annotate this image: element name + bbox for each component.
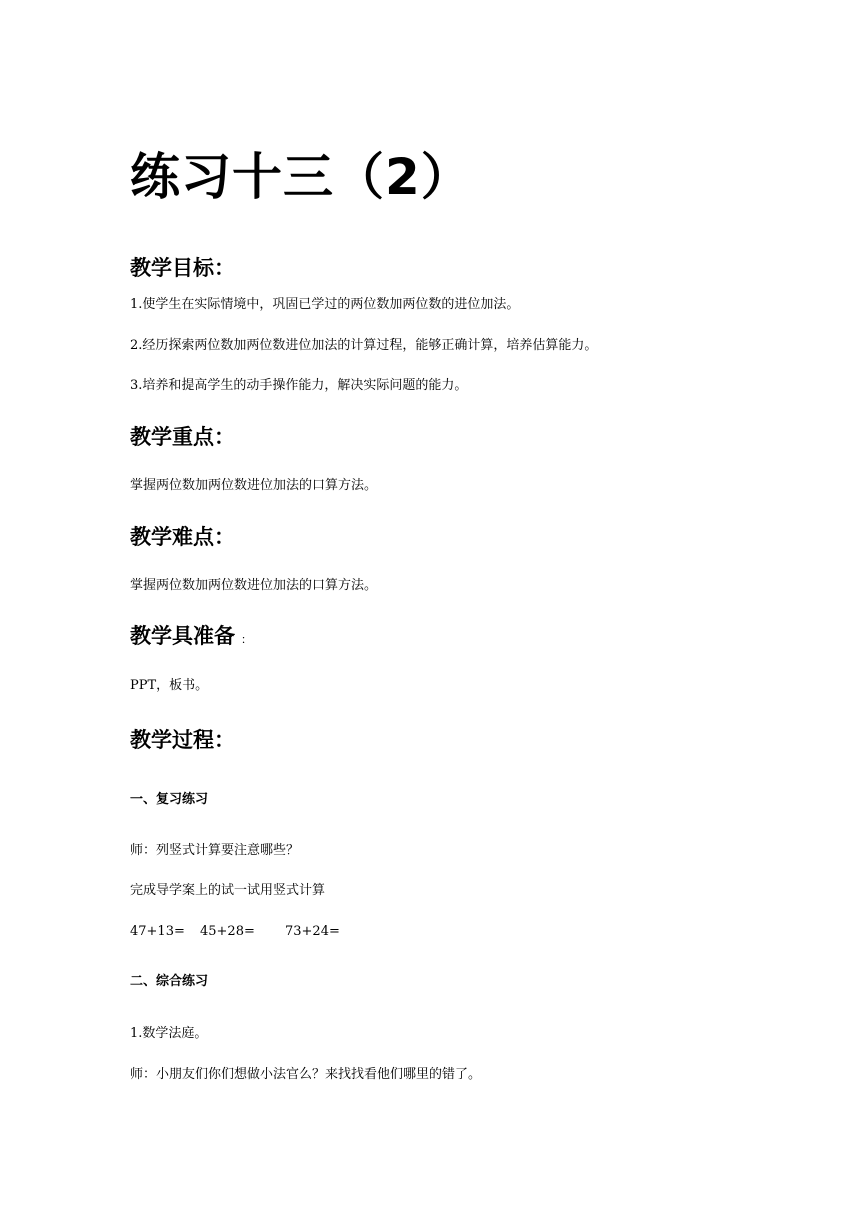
goal-item-2: 2.经历探索两位数加两位数进位加法的计算过程，能够正确计算，培养估算能力。 [130,338,598,353]
key-points-heading: 教学重点： [130,425,235,449]
goal-item-3: 3.培养和提高学生的动手操作能力，解决实际问题的能力。 [130,378,468,393]
goals-heading: 教学目标： [130,256,235,280]
document-title: 练习十三（2） [130,148,472,206]
expression-row [130,922,340,942]
expression-2: 45+28= [200,924,255,939]
difficulties-heading: 教学难点： [130,525,235,549]
goal-item-1: 1.使学生在实际情境中，巩固已学过的两位数加两位数的进位加法。 [130,297,520,312]
difficulties-text: 掌握两位数加两位数进位加法的口算方法。 [130,578,378,593]
section1-heading: 一、复习练习 [130,792,209,807]
materials-heading [130,621,252,655]
section2-heading: 二、综合练习 [130,974,209,989]
materials-text: PPT，板书。 [130,678,209,693]
expression-3: 73+24= [285,924,340,939]
materials-heading-label: 教学具准备 [130,624,235,648]
key-points-text: 掌握两位数加两位数进位加法的口算方法。 [130,478,378,493]
process-heading: 教学过程： [130,728,235,752]
expression-1: 47+13= [130,924,185,939]
section1-line-2: 完成导学案上的试一试用竖式计算 [130,883,326,898]
materials-heading-colon: ： [241,633,252,646]
section2-line-1: 1.数学法庭。 [130,1026,208,1041]
section1-line-1: 师：列竖式计算要注意哪些？ [130,843,300,858]
section2-line-2: 师：小朋友们你们想做小法官么？来找找看他们哪里的错了。 [130,1067,482,1082]
